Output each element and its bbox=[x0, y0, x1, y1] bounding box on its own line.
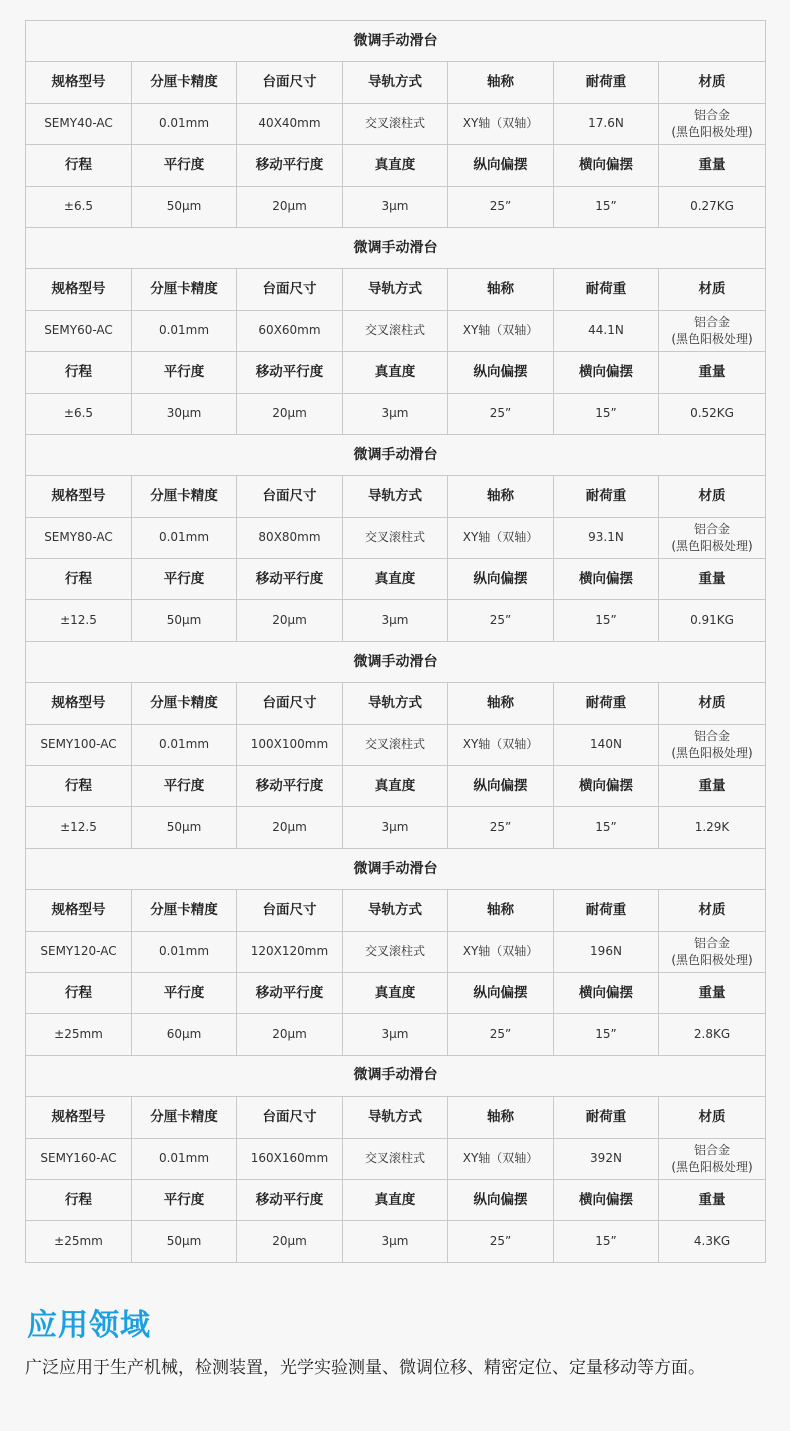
table-cell: 3μm bbox=[343, 600, 448, 641]
table-cell: 铝合金 (黑色阳极处理) bbox=[659, 103, 766, 144]
column-header: 台面尺寸 bbox=[237, 269, 343, 310]
product-title: 微调手动滑台 bbox=[26, 1055, 766, 1096]
table-cell: 15” bbox=[554, 1221, 659, 1262]
header-row-1 bbox=[26, 476, 766, 517]
column-header: 耐荷重 bbox=[554, 890, 659, 931]
column-header: 规格型号 bbox=[26, 62, 132, 103]
table-cell: 20μm bbox=[237, 1221, 343, 1262]
column-header: 分厘卡精度 bbox=[132, 476, 237, 517]
column-header: 移动平行度 bbox=[237, 766, 343, 807]
table-cell: ±12.5 bbox=[26, 807, 132, 848]
table-cell: 20μm bbox=[237, 186, 343, 227]
column-header: 重量 bbox=[659, 352, 766, 393]
column-header: 规格型号 bbox=[26, 890, 132, 931]
table-cell: 15” bbox=[554, 393, 659, 434]
table-cell: SEMY80-AC bbox=[26, 517, 132, 558]
column-header: 导轨方式 bbox=[343, 890, 448, 931]
table-cell: 40X40mm bbox=[237, 103, 343, 144]
table-cell: 25” bbox=[448, 1221, 554, 1262]
column-header: 轴称 bbox=[448, 269, 554, 310]
column-header: 轴称 bbox=[448, 890, 554, 931]
column-header: 平行度 bbox=[132, 1179, 237, 1220]
table-cell: 25” bbox=[448, 186, 554, 227]
column-header: 横向偏摆 bbox=[554, 766, 659, 807]
table-cell: 15” bbox=[554, 807, 659, 848]
column-header: 移动平行度 bbox=[237, 352, 343, 393]
column-header: 移动平行度 bbox=[237, 145, 343, 186]
table-cell: SEMY60-AC bbox=[26, 310, 132, 351]
table-cell: 160X160mm bbox=[237, 1138, 343, 1179]
table-cell: 15” bbox=[554, 186, 659, 227]
table-cell: 交叉滚柱式 bbox=[343, 1138, 448, 1179]
column-header: 平行度 bbox=[132, 559, 237, 600]
column-header: 真直度 bbox=[343, 145, 448, 186]
column-header: 耐荷重 bbox=[554, 1097, 659, 1138]
table-cell: 铝合金 (黑色阳极处理) bbox=[659, 310, 766, 351]
table-cell: 0.01mm bbox=[132, 724, 237, 765]
table-cell: 0.27KG bbox=[659, 186, 766, 227]
column-header: 真直度 bbox=[343, 559, 448, 600]
table-cell: 20μm bbox=[237, 1014, 343, 1055]
column-header: 材质 bbox=[659, 683, 766, 724]
table-cell: 196N bbox=[554, 931, 659, 972]
column-header: 分厘卡精度 bbox=[132, 683, 237, 724]
value-row-2 bbox=[26, 807, 766, 848]
table-cell: 铝合金 (黑色阳极处理) bbox=[659, 724, 766, 765]
value-row-2 bbox=[26, 600, 766, 641]
table-cell: 50μm bbox=[132, 186, 237, 227]
column-header: 重量 bbox=[659, 145, 766, 186]
column-header: 横向偏摆 bbox=[554, 1179, 659, 1220]
table-cell: 铝合金 (黑色阳极处理) bbox=[659, 931, 766, 972]
header-row-1 bbox=[26, 269, 766, 310]
table-cell: 0.01mm bbox=[132, 310, 237, 351]
product-title: 微调手动滑台 bbox=[26, 21, 766, 62]
column-header: 轴称 bbox=[448, 683, 554, 724]
table-cell: 交叉滚柱式 bbox=[343, 724, 448, 765]
column-header: 分厘卡精度 bbox=[132, 1097, 237, 1138]
table-cell: 15” bbox=[554, 1014, 659, 1055]
product-title-row bbox=[26, 1055, 766, 1096]
column-header: 真直度 bbox=[343, 352, 448, 393]
column-header: 行程 bbox=[26, 972, 132, 1013]
table-cell: 1.29K bbox=[659, 807, 766, 848]
column-header: 分厘卡精度 bbox=[132, 62, 237, 103]
column-header: 移动平行度 bbox=[237, 559, 343, 600]
column-header: 材质 bbox=[659, 890, 766, 931]
table-cell: 392N bbox=[554, 1138, 659, 1179]
header-row-1 bbox=[26, 62, 766, 103]
value-row-1 bbox=[26, 517, 766, 558]
table-cell: 交叉滚柱式 bbox=[343, 931, 448, 972]
column-header: 横向偏摆 bbox=[554, 559, 659, 600]
value-row-2 bbox=[26, 1221, 766, 1262]
table-cell: XY轴（双轴） bbox=[448, 310, 554, 351]
table-cell: 3μm bbox=[343, 807, 448, 848]
column-header: 纵向偏摆 bbox=[448, 1179, 554, 1220]
column-header: 耐荷重 bbox=[554, 683, 659, 724]
table-cell: 120X120mm bbox=[237, 931, 343, 972]
column-header: 轴称 bbox=[448, 476, 554, 517]
column-header: 导轨方式 bbox=[343, 476, 448, 517]
table-cell: 15” bbox=[554, 600, 659, 641]
table-cell: 0.01mm bbox=[132, 931, 237, 972]
table-cell: XY轴（双轴） bbox=[448, 931, 554, 972]
table-cell: 140N bbox=[554, 724, 659, 765]
table-cell: ±25mm bbox=[26, 1014, 132, 1055]
table-cell: XY轴（双轴） bbox=[448, 1138, 554, 1179]
column-header: 真直度 bbox=[343, 766, 448, 807]
header-row-2 bbox=[26, 145, 766, 186]
column-header: 台面尺寸 bbox=[237, 1097, 343, 1138]
column-header: 材质 bbox=[659, 62, 766, 103]
product-title-row bbox=[26, 227, 766, 268]
table-cell: 3μm bbox=[343, 186, 448, 227]
table-cell: 44.1N bbox=[554, 310, 659, 351]
table-cell: 60μm bbox=[132, 1014, 237, 1055]
table-cell: ±6.5 bbox=[26, 393, 132, 434]
table-cell: 交叉滚柱式 bbox=[343, 517, 448, 558]
header-row-2 bbox=[26, 559, 766, 600]
column-header: 行程 bbox=[26, 766, 132, 807]
column-header: 纵向偏摆 bbox=[448, 766, 554, 807]
product-title-row bbox=[26, 21, 766, 62]
table-cell: ±12.5 bbox=[26, 600, 132, 641]
column-header: 横向偏摆 bbox=[554, 352, 659, 393]
column-header: 台面尺寸 bbox=[237, 890, 343, 931]
table-cell: 25” bbox=[448, 393, 554, 434]
column-header: 纵向偏摆 bbox=[448, 145, 554, 186]
column-header: 平行度 bbox=[132, 352, 237, 393]
column-header: 平行度 bbox=[132, 766, 237, 807]
table-cell: 93.1N bbox=[554, 517, 659, 558]
table-cell: 20μm bbox=[237, 807, 343, 848]
column-header: 台面尺寸 bbox=[237, 62, 343, 103]
table-cell: 50μm bbox=[132, 1221, 237, 1262]
column-header: 分厘卡精度 bbox=[132, 890, 237, 931]
table-cell: 25” bbox=[448, 1014, 554, 1055]
table-cell: 铝合金 (黑色阳极处理) bbox=[659, 1138, 766, 1179]
column-header: 横向偏摆 bbox=[554, 145, 659, 186]
column-header: 导轨方式 bbox=[343, 1097, 448, 1138]
table-cell: SEMY100-AC bbox=[26, 724, 132, 765]
column-header: 行程 bbox=[26, 1179, 132, 1220]
column-header: 真直度 bbox=[343, 972, 448, 1013]
column-header: 行程 bbox=[26, 352, 132, 393]
table-cell: SEMY120-AC bbox=[26, 931, 132, 972]
table-cell: 4.3KG bbox=[659, 1221, 766, 1262]
value-row-1 bbox=[26, 310, 766, 351]
column-header: 轴称 bbox=[448, 62, 554, 103]
column-header: 移动平行度 bbox=[237, 972, 343, 1013]
column-header: 规格型号 bbox=[26, 1097, 132, 1138]
column-header: 材质 bbox=[659, 269, 766, 310]
application-text: 广泛应用于生产机械，检测装置，光学实验测量、微调位移、精密定位、定量移动等方面。 bbox=[25, 1358, 705, 1378]
table-cell: 3μm bbox=[343, 393, 448, 434]
table-cell: 交叉滚柱式 bbox=[343, 310, 448, 351]
table-cell: 20μm bbox=[237, 600, 343, 641]
product-title-row bbox=[26, 641, 766, 682]
value-row-1 bbox=[26, 103, 766, 144]
column-header: 重量 bbox=[659, 972, 766, 1013]
value-row-1 bbox=[26, 724, 766, 765]
header-row-2 bbox=[26, 766, 766, 807]
column-header: 行程 bbox=[26, 559, 132, 600]
header-row-1 bbox=[26, 683, 766, 724]
table-cell: XY轴（双轴） bbox=[448, 103, 554, 144]
value-row-1 bbox=[26, 931, 766, 972]
value-row-2 bbox=[26, 393, 766, 434]
table-cell: XY轴（双轴） bbox=[448, 724, 554, 765]
column-header: 纵向偏摆 bbox=[448, 559, 554, 600]
header-row-2 bbox=[26, 972, 766, 1013]
table-cell: 100X100mm bbox=[237, 724, 343, 765]
table-cell: 铝合金 (黑色阳极处理) bbox=[659, 517, 766, 558]
table-cell: 25” bbox=[448, 600, 554, 641]
column-header: 平行度 bbox=[132, 972, 237, 1013]
table-cell: 60X60mm bbox=[237, 310, 343, 351]
header-row-2 bbox=[26, 1179, 766, 1220]
column-header: 移动平行度 bbox=[237, 1179, 343, 1220]
column-header: 规格型号 bbox=[26, 269, 132, 310]
table-cell: XY轴（双轴） bbox=[448, 517, 554, 558]
table-cell: 0.52KG bbox=[659, 393, 766, 434]
table-cell: 3μm bbox=[343, 1014, 448, 1055]
value-row-1 bbox=[26, 1138, 766, 1179]
header-row-1 bbox=[26, 1097, 766, 1138]
column-header: 纵向偏摆 bbox=[448, 352, 554, 393]
table-cell: 20μm bbox=[237, 393, 343, 434]
product-title: 微调手动滑台 bbox=[26, 641, 766, 682]
column-header: 耐荷重 bbox=[554, 62, 659, 103]
product-title: 微调手动滑台 bbox=[26, 227, 766, 268]
table-cell: 30μm bbox=[132, 393, 237, 434]
product-title: 微调手动滑台 bbox=[26, 434, 766, 475]
column-header: 轴称 bbox=[448, 1097, 554, 1138]
column-header: 重量 bbox=[659, 766, 766, 807]
column-header: 平行度 bbox=[132, 145, 237, 186]
table-cell: 80X80mm bbox=[237, 517, 343, 558]
table-cell: 3μm bbox=[343, 1221, 448, 1262]
table-cell: SEMY40-AC bbox=[26, 103, 132, 144]
value-row-2 bbox=[26, 1014, 766, 1055]
product-title-row bbox=[26, 848, 766, 889]
table-cell: 0.01mm bbox=[132, 103, 237, 144]
table-cell: 50μm bbox=[132, 600, 237, 641]
column-header: 纵向偏摆 bbox=[448, 972, 554, 1013]
column-header: 材质 bbox=[659, 1097, 766, 1138]
column-header: 耐荷重 bbox=[554, 269, 659, 310]
column-header: 横向偏摆 bbox=[554, 972, 659, 1013]
application-title: 应用领域 bbox=[27, 1308, 151, 1343]
header-row-2 bbox=[26, 352, 766, 393]
table-cell: 0.91KG bbox=[659, 600, 766, 641]
column-header: 真直度 bbox=[343, 1179, 448, 1220]
value-row-2 bbox=[26, 186, 766, 227]
column-header: 规格型号 bbox=[26, 476, 132, 517]
column-header: 导轨方式 bbox=[343, 683, 448, 724]
table-cell: 17.6N bbox=[554, 103, 659, 144]
table-cell: 25” bbox=[448, 807, 554, 848]
spec-table bbox=[25, 20, 766, 1263]
column-header: 重量 bbox=[659, 559, 766, 600]
product-title: 微调手动滑台 bbox=[26, 848, 766, 889]
column-header: 规格型号 bbox=[26, 683, 132, 724]
spec-tables bbox=[25, 20, 765, 1263]
table-cell: 0.01mm bbox=[132, 1138, 237, 1179]
column-header: 导轨方式 bbox=[343, 62, 448, 103]
table-cell: ±25mm bbox=[26, 1221, 132, 1262]
table-cell: SEMY160-AC bbox=[26, 1138, 132, 1179]
product-title-row bbox=[26, 434, 766, 475]
column-header: 耐荷重 bbox=[554, 476, 659, 517]
column-header: 台面尺寸 bbox=[237, 683, 343, 724]
table-cell: 0.01mm bbox=[132, 517, 237, 558]
table-cell: ±6.5 bbox=[26, 186, 132, 227]
table-cell: 交叉滚柱式 bbox=[343, 103, 448, 144]
column-header: 导轨方式 bbox=[343, 269, 448, 310]
column-header: 台面尺寸 bbox=[237, 476, 343, 517]
table-cell: 50μm bbox=[132, 807, 237, 848]
header-row-1 bbox=[26, 890, 766, 931]
column-header: 重量 bbox=[659, 1179, 766, 1220]
column-header: 分厘卡精度 bbox=[132, 269, 237, 310]
table-cell: 2.8KG bbox=[659, 1014, 766, 1055]
column-header: 材质 bbox=[659, 476, 766, 517]
column-header: 行程 bbox=[26, 145, 132, 186]
